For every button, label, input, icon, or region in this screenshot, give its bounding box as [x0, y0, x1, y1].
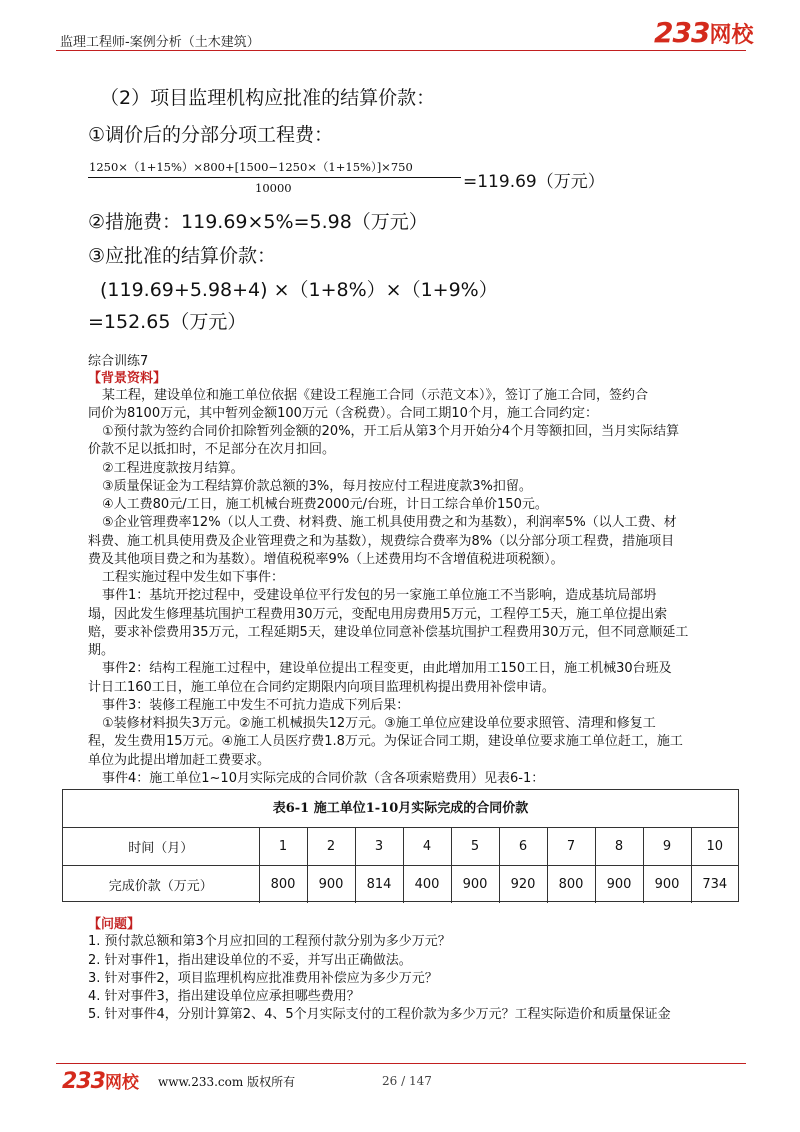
table-cell: 900: [307, 866, 355, 904]
body-line: 单位为此提出增加赶工费要求。: [88, 753, 271, 768]
body-line: ①装修材料损失3万元。②施工机械损失12万元。③施工单位应建设单位要求照管、清理和修复工: [102, 716, 656, 731]
answer-calculation: (119.69+5.98+4) ×（1+8%）×（1+9%）: [100, 279, 498, 301]
body-line: 料费、施工机具使用费及企业管理费之和为基数），规费综合费率为8%（以分部分项工程费，措施项目: [88, 534, 675, 549]
table-cell: 2: [307, 828, 355, 866]
table-row-amounts: [63, 866, 738, 904]
page-number: 26 / 147: [382, 1074, 432, 1088]
body-line: 费及其他项目费之和为基数）。增值税税率9%（上述费用均不含增值税进项税额）。: [88, 552, 564, 567]
table-cell: 900: [451, 866, 499, 904]
table-row-label: 完成价款（万元）: [63, 866, 259, 904]
body-line: 事件4：施工单位1~10月实际完成的合同价款（含各项索赔费用）见表6-1：: [102, 771, 545, 786]
table-row-label: 时间（月）: [63, 828, 259, 866]
question-item: 5. 针对事件4，分别计算第2、4、5个月实际支付的工程价款为多少万元？工程实际造价和质量保证金: [88, 1007, 671, 1022]
table-cell: 6: [499, 828, 547, 866]
table-cell: 9: [643, 828, 691, 866]
table-cell: 800: [547, 866, 595, 904]
header-divider: [56, 50, 746, 51]
brand-logo: [654, 16, 753, 48]
body-line: 塌，因此发生修理基坑围护工程费用30万元，变配电用房费用5万元，工程停工5天，施工单位提出索: [88, 607, 668, 622]
body-line: ①预付款为签约合同价扣除暂列金额的20%，开工后从第3个月开始分4个月等额扣回，当月实际结算: [102, 424, 680, 439]
answer-item-2: ②措施费：119.69×5%=5.98（万元）: [88, 211, 428, 233]
table-cell: 734: [691, 866, 738, 904]
brand-logo-text: 网校: [709, 23, 754, 48]
body-line: 价款不足以抵扣时，不足部分在次月扣回。: [88, 442, 336, 457]
body-line: 事件2：结构工程施工过程中，建设单位提出工程变更，由此增加用工150工日，施工机械30台班及: [102, 661, 672, 676]
body-line: ⑤企业管理费率12%（以人工费、材料费、施工机具使用费之和为基数），利润率5%（以人工费、材: [102, 515, 677, 530]
table-cell: 400: [403, 866, 451, 904]
table-cell: 1: [259, 828, 307, 866]
body-line: 工程实施过程中发生如下事件：: [102, 570, 285, 585]
table-cell: 814: [355, 866, 403, 904]
formula-numerator: 1250×（1+15%）×800+[1500−1250×（1+15%）]×750: [89, 160, 413, 174]
table-cell: 900: [595, 866, 643, 904]
background-label: 【背景资料】: [88, 371, 167, 386]
exercise-heading: 综合训练7: [88, 354, 149, 369]
answer-item-3: ③应批准的结算价款：: [88, 245, 277, 267]
body-line: 某工程，建设单位和施工单位依据《建设工程施工合同（示范文本）》，签订了施工合同，签约合: [102, 388, 649, 403]
question-item: 1. 预付款总额和第3个月应扣回的工程预付款分别为多少万元？: [88, 934, 451, 949]
body-line: 同价为8100万元，其中暂列金额100万元（含税费）。合同工期10个月，施工合同约定：: [88, 406, 598, 421]
body-line: 计日工160工日，施工单位在合同约定期限内向项目监理机构提出费用补偿申请。: [88, 680, 555, 695]
footer-logo-text: 网校: [104, 1073, 139, 1093]
brand-logo-number: 233: [654, 16, 710, 49]
footer-divider: [56, 1063, 746, 1064]
formula-result: =119.69（万元）: [463, 172, 605, 192]
footer-copyright: www.233.com 版权所有: [158, 1075, 296, 1089]
table-cell: 920: [499, 866, 547, 904]
body-line: 期。: [88, 643, 115, 658]
table-cell: 5: [451, 828, 499, 866]
contract-price-table: [62, 789, 739, 902]
table-cell: 900: [643, 866, 691, 904]
table-cell: 7: [547, 828, 595, 866]
body-line: ④人工费80元/工日，施工机械台班费2000元/台班，计日工综合单价150元。: [102, 497, 548, 512]
header-title: 监理工程师-案例分析（土木建筑）: [60, 35, 260, 50]
table-cell: 800: [259, 866, 307, 904]
formula-denominator: 10000: [255, 181, 292, 195]
table-cell: 10: [691, 828, 738, 866]
answer-item-1: ①调价后的分部分项工程费：: [88, 124, 334, 146]
body-line: 赔，要求补偿费用35万元，工程延期5天，建设单位同意补偿基坑围护工程费用30万元，但不同意顺延工: [88, 625, 689, 640]
body-line: 事件1：基坑开挖过程中，受建设单位平行发包的另一家施工单位施工不当影响，造成基坑局部坍: [102, 588, 657, 603]
formula-fraction-bar: [88, 177, 461, 178]
body-line: ③质量保证金为工程结算价款总额的3%，每月按应付工程进度款3%扣留。: [102, 479, 532, 494]
question-item: 3. 针对事件2，项目监理机构应批准费用补偿应为多少万元？: [88, 971, 438, 986]
footer-logo: [62, 1068, 139, 1094]
table-row-months: [63, 828, 738, 866]
table-cell: 3: [355, 828, 403, 866]
table-title: 表6-1 施工单位1-10月实际完成的合同价款: [63, 790, 738, 828]
body-line: 程，发生费用15万元。④施工人员医疗费1.8万元。为保证合同工期，建设单位要求施工单位赶工，施工: [88, 734, 683, 749]
answer-result: =152.65（万元）: [88, 311, 247, 333]
footer-logo-number: 233: [62, 1069, 105, 1094]
question-item: 4. 针对事件3，指出建设单位应承担哪些费用？: [88, 989, 360, 1004]
table-grid: [63, 827, 738, 903]
table-cell: 4: [403, 828, 451, 866]
answer-subheading-2: （2）项目监理机构应批准的结算价款：: [100, 87, 436, 109]
body-line: 事件3：装修工程施工中发生不可抗力造成下列后果：: [102, 698, 410, 713]
question-item: 2. 针对事件1，指出建设单位的不妥，并写出正确做法。: [88, 953, 412, 968]
questions-label: 【问题】: [88, 917, 141, 932]
table-cell: 8: [595, 828, 643, 866]
body-line: ②工程进度款按月结算。: [102, 461, 244, 476]
